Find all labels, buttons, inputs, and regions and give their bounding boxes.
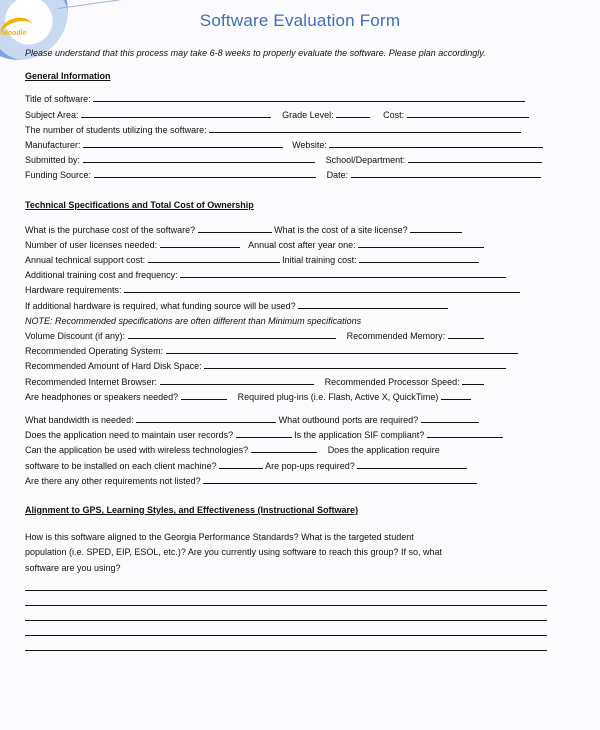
alignment-question-line1: How is this software aligned to the Georgia Performance Standards? What is the targeted student [25,532,414,543]
label-recommended-memory: Recommended Memory: [346,331,446,342]
page-title: Software Evaluation Form [199,11,401,30]
label-headphones: Are headphones or speakers needed? [25,391,179,402]
field-recommended-processor[interactable] [462,376,484,385]
section-heading-technical: Technical Specifications and Total Cost of Ownership [25,199,254,210]
label-site-license: What is the cost of a site license? [274,224,408,235]
label-additional-training: Additional training cost and frequency: [25,270,178,281]
row-software-install [25,459,555,474]
label-hardware-requirements: Hardware requirements: [25,285,122,296]
label-num-licenses: Number of user licenses needed: [25,239,158,250]
label-initial-training: Initial training cost: [282,255,357,266]
label-software-install: Does the application require [327,445,440,456]
label-other-requirements: Are there any other requirements not listed? [25,475,201,486]
row-licenses [25,238,555,253]
label-purchase-cost: What is the purchase cost of the software? [25,224,196,235]
field-initial-training[interactable] [359,254,479,263]
label-manufacturer: Manufacturer: [25,139,81,150]
label-cost: Cost: [383,109,405,120]
field-volume-discount[interactable] [128,330,336,339]
row-os [25,344,555,359]
label-volume-discount: Volume Discount (if any): [25,331,126,342]
field-recommended-memory[interactable] [448,330,484,339]
row-wireless [25,443,555,458]
row-headphones [25,390,555,405]
label-recommended-processor: Recommended Processor Speed: [324,376,460,387]
label-wireless: Can the application be used with wireless technologies? [25,445,249,456]
row-additional-training [25,268,555,283]
row-purchase [25,223,555,238]
row-bandwidth [25,413,555,428]
field-hardware-requirements[interactable] [124,284,520,293]
row-volume [25,329,555,344]
row-disk [25,359,555,374]
header-rule [58,0,197,9]
field-recommended-os[interactable] [166,345,518,354]
row-submitted [25,153,555,168]
row-manufacturer [25,138,555,153]
label-school-department: School/Department: [325,155,406,166]
field-title-of-software[interactable] [93,93,525,102]
label-software-install-2: software to be installed on each client machine? [25,460,217,471]
field-annual-cost[interactable] [358,239,484,248]
field-manufacturer[interactable] [83,139,283,148]
form-content [25,46,555,651]
field-headphones[interactable] [181,391,227,400]
label-outbound-ports: What outbound ports are required? [278,414,419,425]
field-plugins[interactable] [441,391,471,400]
field-wireless[interactable] [251,444,317,453]
field-sif-compliant[interactable] [427,429,503,438]
field-date[interactable] [351,169,541,178]
row-students [25,123,555,138]
section-heading-alignment: Alignment to GPS, Learning Styles, and Effectiveness (Instructional Software) [25,504,359,515]
alignment-question-line2: population (i.e. SPED, EIP, ESOL, etc.)? Are you currently using software to reach this group? If so, what [25,547,443,558]
alignment-question-line3: software are you using? [25,562,121,573]
row-note [25,314,555,329]
label-bandwidth: What bandwidth is needed: [25,414,134,425]
intro-text: Please understand that this process may take 6-8 weeks to properly evaluate the software. Please plan accordingly. [25,48,486,58]
logo-text: Moodle [2,30,27,37]
label-grade-level: Grade Level: [282,109,334,120]
field-recommended-disk[interactable] [204,360,506,369]
row-browser [25,375,555,390]
label-recommended-browser: Recommended Internet Browser: [25,376,158,387]
answer-line-3[interactable] [25,606,547,621]
field-outbound-ports[interactable] [421,414,479,423]
answer-line-4[interactable] [25,621,547,636]
label-sif-compliant: Is the application SIF compliant? [294,430,425,441]
field-num-licenses[interactable] [160,239,240,248]
label-annual-cost: Annual cost after year one: [248,239,356,250]
row-funding [25,168,555,183]
answer-line-2[interactable] [25,591,547,606]
label-additional-hardware: If additional hardware is required, what funding source will be used? [25,300,296,311]
row-subject [25,108,555,123]
field-submitted-by[interactable] [83,154,315,163]
row-other [25,474,555,489]
row-support [25,253,555,268]
label-num-students: The number of students utilizing the software: [25,124,207,135]
field-site-license[interactable] [410,224,462,233]
field-cost[interactable] [407,109,529,118]
field-popups[interactable] [357,460,467,469]
row-title [25,92,555,107]
label-title-of-software: Title of software: [25,94,91,105]
label-popups: Are pop-ups required? [265,460,355,471]
field-additional-training[interactable] [180,269,506,278]
label-funding-source: Funding Source: [25,170,92,181]
label-recommended-disk: Recommended Amount of Hard Disk Space: [25,361,202,372]
field-num-students[interactable] [209,124,521,133]
field-grade-level[interactable] [336,109,370,118]
field-purchase-cost[interactable] [198,224,272,233]
label-subject-area: Subject Area: [25,109,79,120]
field-recommended-browser[interactable] [160,376,314,385]
note-text: NOTE: Recommended specifications are often different than Minimum specifications [25,315,362,326]
field-annual-support[interactable] [148,254,280,263]
field-funding-source[interactable] [94,169,316,178]
field-school-department[interactable] [408,154,542,163]
row-additional-hardware [25,299,555,314]
field-subject-area[interactable] [81,109,271,118]
row-hardware [25,283,555,298]
field-website[interactable] [329,139,543,148]
field-software-install[interactable] [219,460,263,469]
label-maintain-records: Does the application need to maintain user records? [25,430,234,441]
field-other-requirements[interactable] [203,475,477,484]
answer-line-1[interactable] [25,576,547,591]
label-annual-support: Annual technical support cost: [25,255,146,266]
label-submitted-by: Submitted by: [25,155,81,166]
field-additional-hardware[interactable] [298,300,448,309]
label-plugins: Required plug-ins (i.e. Flash, Active X, QuickTime) [237,391,439,402]
answer-line-5[interactable] [25,636,547,651]
field-bandwidth[interactable] [136,414,276,423]
label-recommended-os: Recommended Operating System: [25,346,164,357]
field-maintain-records[interactable] [236,429,292,438]
label-website: Website: [292,139,327,150]
section-heading-general: General Information [25,71,111,82]
row-records [25,428,555,443]
label-date: Date: [326,170,349,181]
